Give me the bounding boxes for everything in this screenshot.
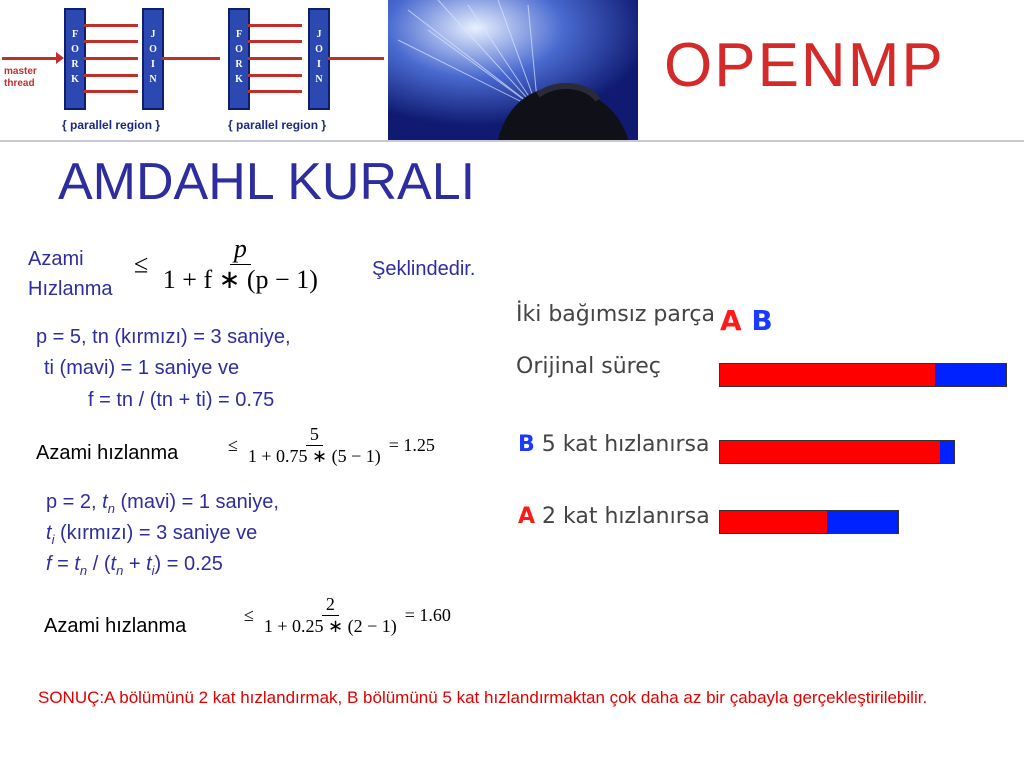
thread-arrow — [248, 24, 302, 27]
general-formula — [134, 234, 322, 295]
formula-result: = 1.60 — [404, 605, 451, 625]
thread-arrow — [248, 40, 302, 43]
row-b-label: B 5 kat hızlanırsa — [518, 432, 710, 457]
fraction-numerator: 2 — [322, 594, 339, 616]
diagram-legend — [720, 304, 773, 337]
fork-letters: FORK — [233, 29, 245, 89]
case1-line2: ti (mavi) = 1 saniye ve — [44, 357, 240, 379]
bar-segment-a — [720, 441, 940, 463]
openmp-logo: OPENMP — [664, 31, 945, 100]
row-b-prefix: B — [518, 432, 535, 457]
fork-box — [228, 8, 250, 110]
legend-b: B — [751, 304, 773, 337]
thread-arrow — [84, 24, 138, 27]
join-box — [142, 8, 164, 110]
bar-segment-a — [720, 364, 935, 386]
fraction-numerator: 5 — [306, 424, 323, 446]
fraction-numerator: p — [230, 234, 251, 265]
leq-symbol: ≤ — [134, 249, 149, 279]
case2-line1: p = 2, $t_n$ (mavi) = 1 saniye, — [46, 491, 279, 516]
thread-arrow — [84, 74, 138, 77]
bar-segment-b — [827, 511, 898, 533]
fork-box — [64, 8, 86, 110]
bar-a-2x — [719, 510, 899, 534]
conclusion-text: SONUÇ:A bölümünü 2 kat hızlandırmak, B bölümünü 5 kat hızlandırmaktan çok daha az bir çabayla gerçekleştirilebilir. — [38, 688, 928, 707]
legend-a: A — [720, 304, 742, 337]
master-arrow — [162, 57, 220, 60]
bar-segment-b — [935, 364, 1007, 386]
thread-arrow — [84, 90, 138, 93]
join-letters: JOIN — [147, 29, 159, 89]
formula-result: = 1.25 — [388, 435, 435, 455]
fraction — [244, 424, 385, 467]
bar-original — [719, 363, 1007, 387]
page-title: AMDAHL KURALI — [58, 153, 476, 211]
arrow-head-icon — [56, 52, 64, 64]
max-speedup-label: Azami Hızlanma — [28, 248, 113, 300]
join-box — [308, 8, 330, 110]
thread-arrow — [84, 57, 138, 60]
master-thread-label: master thread — [4, 66, 37, 89]
bar-b-5x — [719, 440, 955, 464]
master-arrow — [2, 57, 60, 60]
thread-arrow — [84, 40, 138, 43]
fraction-denominator: 1 + 0.25 ∗ (2 − 1) — [263, 616, 397, 636]
thread-arrow — [248, 57, 302, 60]
fraction-denominator: 1 + 0.75 ∗ (5 − 1) — [247, 446, 381, 466]
parallel-region-label: { parallel region } — [62, 118, 161, 132]
row-a-prefix: A — [518, 504, 536, 529]
case1-formula — [228, 424, 435, 467]
case1-speedup-label: Azami hızlanma — [36, 442, 179, 464]
thread-arrow — [248, 74, 302, 77]
thread-arrow — [248, 90, 302, 93]
fraction — [159, 234, 322, 295]
bar-segment-b — [940, 441, 954, 463]
fraction — [260, 594, 401, 637]
join-letters: JOIN — [313, 29, 325, 89]
leq-symbol: ≤ — [228, 435, 238, 455]
header-banner — [0, 0, 1024, 142]
fiber-optic-image — [388, 0, 638, 140]
case2-line3: $f = t_n / (t_n + t_i) = 0.25$ — [46, 553, 223, 578]
parallel-region-label: { parallel region } — [228, 118, 327, 132]
fork-letters: FORK — [69, 29, 81, 89]
bar-segment-a — [720, 511, 827, 533]
row-original-label: Orijinal süreç — [516, 354, 661, 379]
case2-line2: $t_i$ (kırmızı) = 3 saniye ve — [46, 522, 258, 547]
master-arrow — [328, 57, 384, 60]
case1-line1: p = 5, tn (kırmızı) = 3 saniye, — [36, 326, 291, 348]
case2-formula — [244, 594, 451, 637]
row-a-label: A 2 kat hızlanırsa — [518, 504, 710, 529]
diagram-header: İki bağımsız parça — [516, 302, 715, 327]
case1-line3: f = tn / (tn + ti) = 0.75 — [88, 389, 275, 411]
fraction-denominator: 1 + f ∗ (p − 1) — [162, 265, 318, 294]
case2-speedup-label: Azami hızlanma — [44, 615, 187, 637]
fiber-optic-icon — [388, 0, 638, 140]
formula-suffix: Şeklindedir. — [372, 258, 476, 280]
leq-symbol: ≤ — [244, 605, 254, 625]
